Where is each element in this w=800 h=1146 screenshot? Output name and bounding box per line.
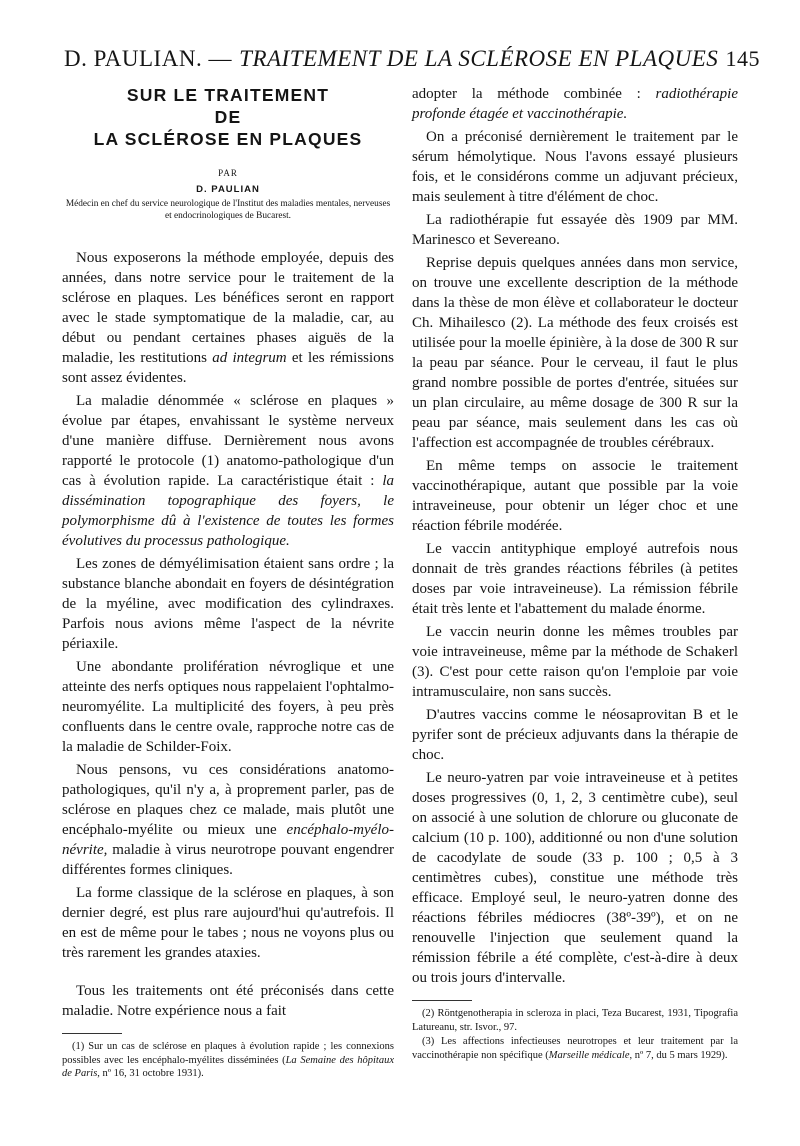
- paragraph: Le vaccin neurin donne les mêmes troubles par voie intraveineuse, même par la méthode de Schakerl (3). C'est pour cette raison qu'on l'emploie par voie intramusculaire, non sans succès.: [412, 624, 738, 700]
- footnote-1: (1) Sur un cas de sclérose en plaques à évolution rapide ; les connexions possibles avec les encéphalo-myélites disséminées (La Semaine des hôpitaux de Paris, nº 16, 31 octobre 1931).: [62, 1041, 394, 1079]
- footnote-divider: [62, 1033, 122, 1034]
- paragraph: Reprise depuis quelques années dans mon service, on trouve une excellente description de la méthode dans la thèse de mon élève et collaborateur le docteur Ch. Mihailesco (2). La méthode des feux croisés est utilisée pour la moelle épinière, à la dose de 300 R sur la peau par séance. Pour le cerveau, il faut le plus grand nombre possible de portes d'entrée, situées sur un plan circulaire, au même dosage de 300 R sur la peau par séance, mais seulement dans les cas où l'affection est accompagnée de troubles cérébraux.: [412, 255, 738, 451]
- article-title-line-2: DE: [214, 107, 242, 127]
- running-head: [64, 46, 760, 80]
- paragraph: Nous pensons, vu ces considérations anatomo-pathologiques, qu'il n'y a, à proprement parler, pas de sclérose en plaques chez ce malade, mais plutôt une encéphalo-myélite ou mieux une encéphalo-myélo-névrite, maladie à virus neurotrope pouvant engendrer différentes formes cliniques.: [62, 762, 394, 878]
- paragraph: Le vaccin antityphique employé autrefois nous donnait de très grandes réactions fébriles (à petites doses par voie intraveineuse). La rémission fébrile était très lente et l'abattement du malade énorme.: [412, 541, 738, 617]
- footnote-3: (3) Les affections infectieuses neurotropes et leur traitement par la vaccinothérapie non spécifique (Marseille médicale, nº 7, du 5 mars 1929).: [412, 1036, 738, 1061]
- running-head-author: D. PAULIAN. —: [64, 46, 232, 71]
- page-number: 145: [725, 46, 760, 71]
- paragraph: Tous les traitements ont été préconisés dans cette maladie. Notre expérience nous a fait: [62, 983, 394, 1019]
- left-column: [62, 84, 394, 1081]
- paragraph: Nous exposerons la méthode employée, depuis des années, dans notre service pour le traitement de la sclérose en plaques. Les bénéfices seront en rapport avec le stade symptomatique de la maladie, car, au début ou pendant certaines phases aiguës de la maladie, les restitutions ad integrum et les rémissions sont assez évidentes.: [62, 250, 395, 386]
- paragraph: Le neuro-yatren par voie intraveineuse et à petites doses progressives (0, 1, 2, 3 centimètre cube), seul on associé à une solution de chlorure ou gluconate de calcium (10 p. 100), additionné ou non d'une solution de cacodylate de soude (33 p. 100 ; 0,5 à 3 centimètres cubes), constitue une méthode très efficace. Employé seul, le neuro-yatren donne des réactions fébriles médiocres (38º-39º), et on ne renouvelle l'injection que seulement quand la rémission fébrile a été complète, c'est-à-dire à deux ou trois jours d'intervalle.: [412, 770, 738, 986]
- by-label: PAR: [218, 168, 238, 178]
- paragraph: La forme classique de la sclérose en plaques, à son dernier degré, est plus rare aujourd'hui qu'autrefois. Il en est de même pour le tabes ; nous ne voyons plus ou très rarement les grandes ataxies.: [62, 885, 394, 961]
- paragraph: On a préconisé dernièrement le traitement par le sérum hémolytique. Nous l'avons essayé plusieurs fois, et le considérons comme un adjuvant précieux, mais seulement à titre d'élément de choc.: [412, 129, 738, 205]
- article-title: [62, 84, 394, 150]
- paragraph: adopter la méthode combinée : radiothérapie profonde étagée et vaccinothérapie.: [412, 86, 738, 122]
- footnote-divider: [412, 1000, 472, 1001]
- paragraph: En même temps on associe le traitement vaccinothérapique, autant que possible par la voie intraveineuse, pour obtenir un léger choc et une réaction fébrile modérée.: [412, 458, 738, 534]
- running-head-title: TRAITEMENT DE LA SCLÉROSE EN PLAQUES: [239, 46, 719, 71]
- paragraph: La radiothérapie fut essayée dès 1909 par MM. Marinesco et Severeano.: [412, 212, 738, 248]
- article-title-line-3: LA SCLÉROSE EN PLAQUES: [93, 129, 363, 149]
- article-title-line-1: SUR LE TRAITEMENT: [126, 85, 330, 105]
- footnote-2: (2) Röntgenotherapia in scleroza in placi, Teza Bucarest, 1931, Tipografia Latureanu, str. Isvor., 97.: [412, 1008, 738, 1033]
- paragraph: La maladie dénommée « sclérose en plaques » évolue par étapes, envahissant le système nerveux d'une manière diffuse. Dernièrement nous avons rapporté le protocole (1) anatomo-pathologique d'un cas à évolution rapide. La caractéristique était : la dissémination topographique des foyers, le polymorphisme dû à l'existence de toutes les formes évolutives du processus pathologique.: [62, 393, 394, 549]
- author-affiliation: Médecin en chef du service neurologique de l'Institut des maladies mentales, nerveuses et endocrinologiques de Bucarest.: [65, 199, 391, 221]
- paragraph: Les zones de démyélimisation étaient sans ordre ; la substance blanche abondait en foyers de désintégration de la myéline, avec modification des cylindraxes. Parfois nous avions même l'aspect de la névrite périaxile.: [62, 556, 394, 652]
- paragraph: D'autres vaccins comme le néosaprovitan B et le pyrifer sont de précieux adjuvants dans la thérapie de choc.: [412, 707, 738, 763]
- article-author: D. PAULIAN: [196, 184, 260, 195]
- right-column: [412, 84, 738, 1062]
- paragraph: Une abondante prolifération névroglique et une atteinte des nerfs optiques nous rappelaient l'ophtalmo-neuromyélite. La multiplicité des foyers, à peu près confluents dans le centre ovale, rapproche notre cas de la maladie de Schilder-Foix.: [62, 659, 394, 755]
